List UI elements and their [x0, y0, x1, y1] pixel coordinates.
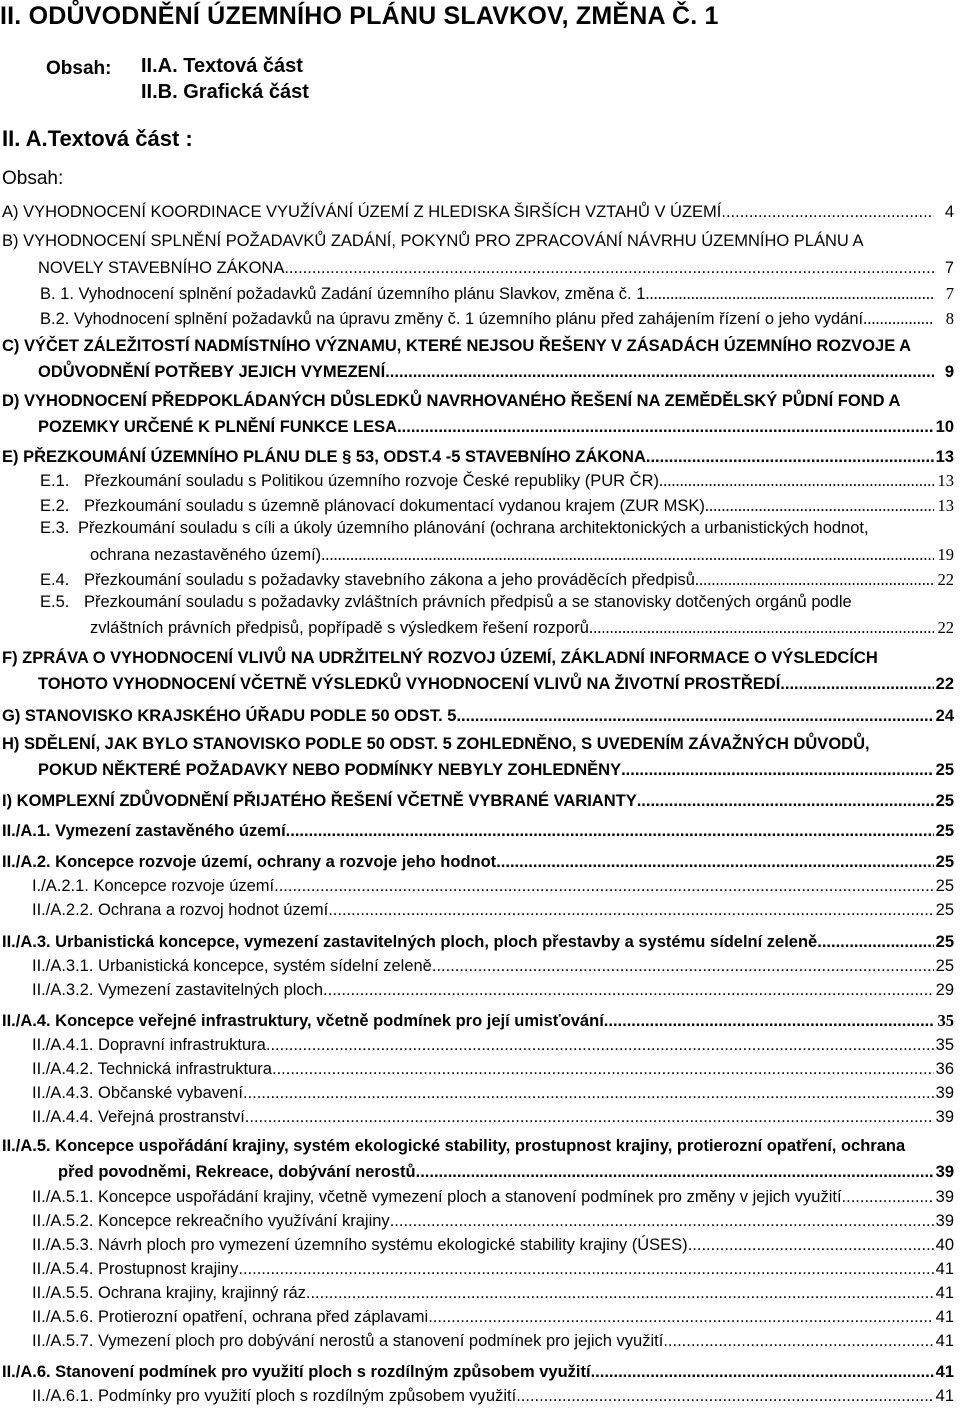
toc-entry-a5[interactable] [58, 1161, 954, 1183]
toc-entry-page: 41 [935, 1260, 954, 1278]
toc-entry-text: I) KOMPLEXNÍ ZDŮVODNĚNÍ PŘIJATÉHO ŘEŠENÍ VČETNĚ VYBRANÉ VARIANTY [2, 792, 637, 810]
toc-entry-text: II./A.4.3. Občanské vybavení [32, 1084, 243, 1102]
toc-entry-a41[interactable] [32, 1034, 954, 1056]
toc-entry-text: E) PŘEZKOUMÁNÍ ÚZEMNÍHO PLÁNU DLE § 53, ODST.4 -5 STAVEBNÍHO ZÁKONA [2, 448, 646, 466]
toc-entry-a2[interactable] [2, 851, 954, 873]
toc-entry-text: II./A.1. Vymezení zastavěného území [2, 822, 286, 840]
toc-entry-num: E.4. [40, 571, 70, 589]
toc-entry-page: 41 [935, 1363, 954, 1381]
toc-entry-d[interactable] [38, 416, 954, 438]
toc-entry-text: II./A.5.5. Ochrana krajiny, krajinný ráz [32, 1284, 306, 1302]
toc-entry-text: POZEMKY URČENÉ K PLNĚNÍ FUNKCE LESA [38, 418, 398, 436]
toc-entry-b[interactable] [38, 257, 954, 279]
toc-entry-f-line1[interactable]: F) ZPRÁVA O VYHODNOCENÍ VLIVŮ NA UDRŽITELNÝ ROZVOJ ÚZEMÍ, ZÁKLADNÍ INFORMACE O VÝSLEDCÍCH [2, 649, 878, 667]
toc-entry-text: II./A.2.2. Ochrana a rozvoj hodnot území [32, 901, 329, 919]
toc-entry-text: II./A.5.7. Vymezení ploch pro dobývání nerostů a stanovení podmínek pro jejich využití [32, 1332, 664, 1350]
toc-entry-page: 25 [935, 792, 954, 810]
toc-entry-page: 9 [944, 363, 954, 381]
toc-entry-text: II./A.4. Koncepce veřejné infrastruktury, včetně podmínek pro její umisťování [2, 1012, 604, 1030]
toc-entry-e4[interactable] [40, 569, 954, 591]
toc-entry-e5-line1[interactable] [40, 593, 852, 612]
toc-entry-num: E.2. [40, 497, 70, 515]
toc-entry-b-line1[interactable]: B) VYHODNOCENÍ SPLNĚNÍ POŽADAVKŮ ZADÁNÍ, POKYNŮ PRO ZPRACOVÁNÍ NÁVRHU ÚZEMNÍHO PLÁNU A [2, 232, 864, 250]
toc-entry-num: E.1. [40, 472, 70, 490]
toc-entry-e3[interactable] [90, 544, 954, 566]
toc-entry-a43[interactable] [32, 1082, 954, 1104]
toc-entry-a52[interactable] [32, 1210, 954, 1232]
toc-entry-a61[interactable] [32, 1385, 954, 1407]
toc-entry-page: 13 [935, 448, 954, 466]
toc-entry-text: POKUD NĚKTERÉ POŽADAVKY NEBO PODMÍNKY NEBYLY ZOHLEDNĚNY [38, 761, 622, 779]
toc-entry-page: 22 [937, 618, 954, 637]
toc-entry-page: 22 [937, 570, 954, 589]
toc-entry-g[interactable] [2, 705, 954, 727]
toc-entry-page: 41 [935, 1308, 954, 1326]
toc-entry-text: II./A.4.4. Veřejná prostranství [32, 1108, 245, 1126]
toc-entry-a31[interactable] [32, 955, 954, 977]
toc-entry-text: II./A.6.1. Podmínky pro využití ploch s rozdílným způsobem využití [32, 1387, 517, 1405]
toc-entry-page: 7 [945, 284, 954, 303]
obsah-item-graficka: II.B. Grafická část [141, 81, 309, 103]
toc-entry-page: 25 [935, 957, 954, 975]
toc-entry-page: 10 [935, 418, 954, 436]
toc-entry-b1[interactable] [40, 283, 954, 305]
toc-entry-page: 25 [935, 761, 954, 779]
toc-entry-text: II./A.2. Koncepce rozvoje území, ochrany a rozvoje jeho hodnot [2, 853, 497, 871]
toc-entry-page: 35 [937, 1011, 954, 1030]
toc-entry-text: II./A.5.2. Koncepce rekreačního využívání krajiny [32, 1212, 390, 1230]
toc-entry-a42[interactable] [32, 1058, 954, 1080]
toc-entry-a21[interactable] [32, 875, 954, 897]
document-title: II. ODŮVODNĚNÍ ÚZEMNÍHO PLÁNU SLAVKOV, ZMĚNA Č. 1 [0, 2, 719, 30]
toc-entry-a57[interactable] [32, 1330, 954, 1352]
toc-entry-text: II./A.5.4. Prostupnost krajiny [32, 1260, 239, 1278]
toc-entry-h[interactable] [38, 759, 954, 781]
toc-entry-page: 22 [935, 675, 954, 693]
toc-entry-num: E.3. [40, 519, 70, 537]
toc-entry-page: 41 [935, 1332, 954, 1350]
toc-entry-page: 35 [935, 1036, 954, 1054]
toc-entry-page: 4 [944, 203, 954, 221]
toc-entry-page: 39 [935, 1084, 954, 1102]
toc-entry-page: 39 [935, 1212, 954, 1230]
toc-entry-a3[interactable] [2, 931, 954, 953]
toc-entry-page: 25 [935, 853, 954, 871]
toc-entry-text: ochrana nezastavěného území) [90, 546, 322, 564]
toc-entry-page: 13 [937, 471, 954, 490]
obsah-label: Obsah: [46, 58, 112, 79]
toc-entry-text: II./A.4.2. Technická infrastruktura [32, 1060, 272, 1078]
toc-entry-text: II./A.5.6. Protierozní opatření, ochrana před záplavami [32, 1308, 429, 1326]
toc-entry-a51[interactable] [32, 1186, 954, 1208]
toc-entry-text: B.2. Vyhodnocení splnění požadavků na úpravu změny č. 1 územního plánu před zahájením řízení o jeho vydání [40, 310, 864, 328]
toc-entry-text: Přezkoumání souladu s požadavky zvláštních právních předpisů a se stanovisky dotčených orgánů podle [84, 593, 852, 611]
toc-entry-page: 25 [935, 877, 954, 895]
toc-entry-text: II./A.3. Urbanistická koncepce, vymezení zastavitelných ploch, ploch přestavby a systému sídelní zeleně [2, 933, 818, 951]
toc-entry-h-line1[interactable]: H) SDĚLENÍ, JAK BYLO STANOVISKO PODLE 50 ODST. 5 ZOHLEDNĚNO, S UVEDENÍM ZÁVAŽNÝCH DŮVODŮ, [2, 735, 870, 753]
toc-entry-page: 39 [935, 1188, 954, 1206]
toc-entry-text: II./A.6. Stanovení podmínek pro využití ploch s rozdílným způsobem využití [2, 1363, 591, 1381]
toc-entry-text: zvláštních právních předpisů, popřípadě s výsledkem řešení rozporů [90, 619, 589, 637]
toc-entry-b2[interactable] [40, 308, 954, 330]
toc-entry-text: II./A.5.1. Koncepce uspořádání krajiny, včetně vymezení ploch a stanovení podmínek pro změny v jejich využití [32, 1188, 842, 1206]
toc-entry-text: II./A.3.2. Vymezení zastavitelných ploch [32, 981, 324, 999]
toc-entry-page: 8 [945, 309, 954, 328]
toc-entry-c-line1[interactable]: C) VÝČET ZÁLEŽITOSTÍ NADMÍSTNÍHO VÝZNAMU, KTERÉ NEJSOU ŘEŠENY V ZÁSADÁCH ÚZEMNÍHO ROZVOJE A [2, 337, 912, 355]
toc-entry-a22[interactable] [32, 899, 954, 921]
toc-entry-num: E.5. [40, 593, 70, 611]
toc-entry-page: 25 [935, 901, 954, 919]
obsah-item-textova: II.A. Textová část [141, 55, 303, 77]
toc-entry-a55[interactable] [32, 1282, 954, 1304]
toc-entry-text: I./A.2.1. Koncepce rozvoje území [32, 877, 275, 895]
toc-entry-e3-line1[interactable] [40, 519, 869, 538]
toc-entry-page: 40 [935, 1236, 954, 1254]
toc-entry-page: 24 [935, 707, 954, 725]
section-heading: II. A.Textová část : [2, 126, 193, 151]
toc-entry-a[interactable] [2, 201, 954, 223]
toc-entry-e2[interactable] [40, 495, 954, 517]
toc-entry-e1[interactable] [40, 470, 954, 492]
toc-entry-text: Přezkoumání souladu s požadavky stavebního zákona a jeho prováděcích předpisů [84, 571, 695, 589]
toc-entry-page: 39 [935, 1163, 954, 1181]
toc-entry-text: II./A.3.1. Urbanistická koncepce, systém sídelní zeleně [32, 957, 432, 975]
toc-entry-text: G) STANOVISKO KRAJSKÉHO ÚŘADU PODLE 50 ODST. 5 [2, 707, 457, 725]
toc-entry-page: 7 [944, 259, 954, 277]
toc-obsah-label: Obsah: [2, 168, 64, 189]
toc-entry-text: II./A.4.1. Dopravní infrastruktura [32, 1036, 266, 1054]
toc-entry-text: Přezkoumání souladu s územně plánovací dokumentací vydanou krajem (ZUR MSK) [84, 497, 705, 515]
toc-entry-text: B. 1. Vyhodnocení splnění požadavků Zadání územního plánu Slavkov, změna č. 1 [40, 285, 646, 303]
toc-entry-text: A) VYHODNOCENÍ KOORDINACE VYUŽÍVÁNÍ ÚZEMÍ Z HLEDISKA ŠIRŠÍCH VZTAHŮ V ÚZEMÍ [2, 203, 722, 221]
toc-entry-text: Přezkoumání souladu s Politikou územního rozvoje České republiky (PUR ČR) [84, 472, 659, 490]
toc-entry-page: 29 [935, 981, 954, 999]
toc-entry-page: 41 [935, 1284, 954, 1302]
toc-entry-a56[interactable] [32, 1306, 954, 1328]
toc-entry-e5[interactable] [90, 617, 954, 639]
toc-entry-a4[interactable] [2, 1010, 954, 1032]
toc-entry-a6[interactable] [2, 1361, 954, 1383]
toc-entry-a54[interactable] [32, 1258, 954, 1280]
toc-entry-e[interactable] [2, 446, 954, 468]
toc-entry-a1[interactable] [2, 820, 954, 842]
toc-entry-c[interactable] [38, 361, 954, 383]
toc-entry-f[interactable] [38, 673, 954, 695]
toc-entry-page: 36 [935, 1060, 954, 1078]
toc-entry-a44[interactable] [32, 1106, 954, 1128]
toc-entry-a32[interactable] [32, 979, 954, 1001]
toc-entry-d-line1[interactable]: D) VYHODNOCENÍ PŘEDPOKLÁDANÝCH DŮSLEDKŮ NAVRHOVANÉHO ŘEŠENÍ NA ZEMĚDĚLSKÝ PŮDNÍ FOND A [2, 392, 901, 410]
toc-entry-text: II./A.5.3. Návrh ploch pro vymezení územního systému ekologické stability krajiny (ÚSES) [32, 1236, 688, 1254]
toc-entry-page: 13 [937, 496, 954, 515]
toc-entry-i[interactable] [2, 790, 954, 812]
toc-entry-page: 25 [935, 822, 954, 840]
toc-entry-a5-line1[interactable]: II./A.5. Koncepce uspořádání krajiny, systém ekologické stability, prostupnost krajiny, protierozní opatření, ochrana [2, 1137, 906, 1155]
toc-entry-text: ODŮVODNĚNÍ POTŘEBY JEJICH VYMEZENÍ [38, 363, 386, 381]
toc-entry-text: před povodněmi, Rekreace, dobývání nerostů [58, 1163, 416, 1181]
toc-entry-text: TOHOTO VYHODNOCENÍ VČETNĚ VÝSLEDKŮ VYHODNOCENÍ VLIVŮ NA ŽIVOTNÍ PROSTŘEDÍ [38, 675, 781, 693]
toc-entry-a53[interactable] [32, 1234, 954, 1256]
toc-entry-text: Přezkoumání souladu s cíli a úkoly územního plánování (ochrana architektonických a urbanistických hodnot, [78, 519, 869, 537]
toc-entry-text: NOVELY STAVEBNÍHO ZÁKONA [38, 259, 285, 277]
toc-entry-page: 39 [935, 1108, 954, 1126]
toc-entry-page: 41 [935, 1387, 954, 1405]
toc-entry-page: 25 [935, 933, 954, 951]
toc-entry-page: 19 [937, 545, 954, 564]
